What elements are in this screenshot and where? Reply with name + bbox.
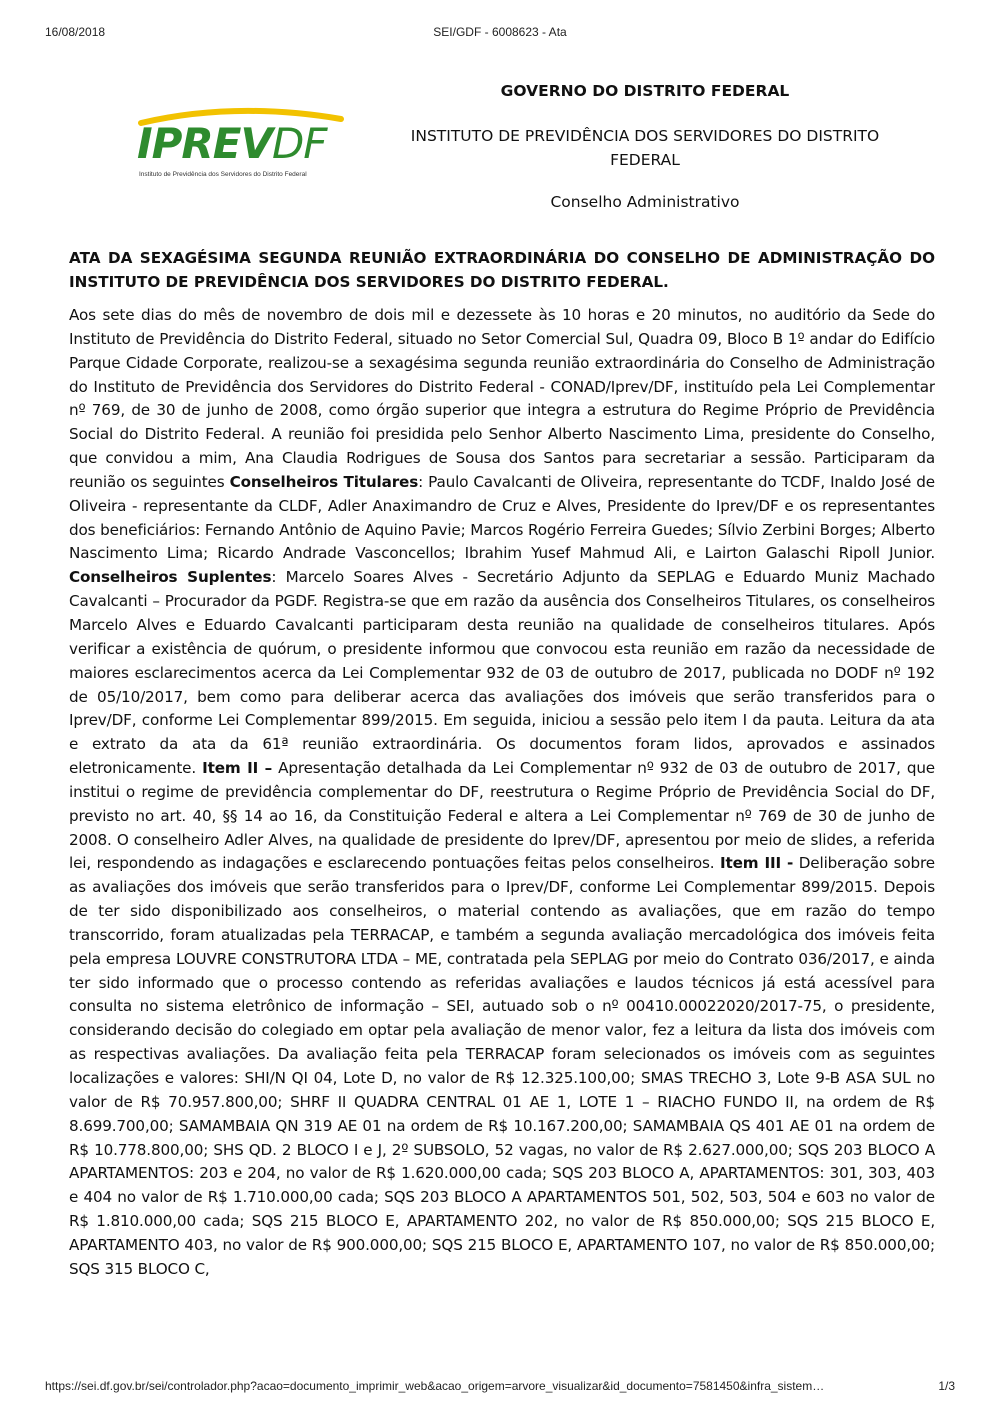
council-heading: Conselho Administrativo bbox=[550, 193, 740, 211]
document-title: ATA DA SEXAGÉSIMA SEGUNDA REUNIÃO EXTRAORDINÁRIA DO CONSELHO DE ADMINISTRAÇÃO DO INSTITUTO DE PREVIDÊNCIA DOS SERVIDORES DO DISTRITO FEDERAL. bbox=[69, 249, 935, 291]
print-page-title: SEI/GDF - 6008623 - Ata bbox=[433, 25, 567, 39]
body-text: : Paulo Cavalcanti de Oliveira, representante do TCDF, Inaldo José de Oliveira - representante da CLDF, Adler Anaximandro de Cruz e Alves, Presidente do Iprev/DF e os representantes dos beneficiários: Fernando Antônio de Aquino Pavie; Marcos Rogério Ferreira Guedes; Sílvio Zerbini Borges; Alberto Nascimento Lima; Ricardo Andrade Vasconcellos; Ibrahim Yusef Mahmud Ali, e Lairton Galaschi Ripoll Junior. bbox=[69, 472, 935, 563]
body-text: Aos sete dias do mês de novembro de dois mil e dezessete às 10 horas e 20 minutos, no auditório da Sede do Instituto de Previdência do Distrito Federal, situado no Setor Comercial Sul, Quadra 09, Bloco B 1º andar do Edifício Parque Cidade Corporate, realizou-se a sexagésima segunda reunião extraordinária do Conselho de Administração do Instituto de Previdência dos Servidores do Distrito Federal - CONAD/Iprev/DF, instituído pela Lei Complementar nº 769, de 30 de junho de 2008, como órgão superior que integra a estrutura do Regime Próprio de Previdência Social do Distrito Federal. A reunião foi presidida pelo Senhor Alberto Nascimento Lima, presidente do Conselho, que convidou a mim, Ana Claudia Rodrigues de Sousa dos Santos para secretariar a sessão. Participaram da reunião os seguintes bbox=[69, 306, 935, 491]
logo-wordmark bbox=[137, 119, 326, 168]
print-date: 16/08/2018 bbox=[45, 25, 106, 39]
body-text: Apresentação detalhada da Lei Complementar nº 932 de 03 de outubro de 2017, que institui o regime de previdência complementar do DF, reestrutura o Regime Próprio de Previdência Social do DF, previsto no art. 40, §§ 14 ao 16, da Constituição Federal e altera a Lei Complementar nº 769 de 30 de junho de 2008. O conselheiro Adler Alves, na qualidade de presidente do Iprev/DF, apresentou por meio de slides, a referida lei, respondendo as indagações e esclarecendo pontuações feitas pelos conselheiros. bbox=[69, 759, 935, 873]
logo-brand-main: IPREV bbox=[137, 119, 272, 168]
page-number: 1/3 bbox=[938, 1379, 955, 1393]
print-url: https://sei.df.gov.br/sei/controlador.php?acao=documento_imprimir_web&acao_origem=arvore_visualizar&id_documento=7581450&infra_sistem… bbox=[45, 1379, 825, 1393]
bold-label: Item II – bbox=[202, 759, 273, 778]
print-footer bbox=[0, 1379, 1000, 1395]
document-body bbox=[69, 304, 935, 1364]
body-text: : Marcelo Soares Alves - Secretário Adjunto da SEPLAG e Eduardo Muniz Machado Cavalcanti – Procurador da PGDF. Registra-se que em razão da ausência dos Conselheiros Titulares, os conselheiros Marcelo Alves e Eduardo Cavalcanti participaram desta reunião na qualidade de conselheiros titulares. Após verificar a existência de quórum, o presidente informou que convocou esta reunião em razão da necessidade de maiores esclarecimentos acerca da Lei Complementar 932 de 03 de outubro de 2017, publicada no DODF nº 192 de 05/10/2017, bem como para deliberar acerca das avaliações dos imóveis que serão transferidos para o Iprev/DF, conforme Lei Complementar 899/2015. Em seguida, iniciou a sessão pelo item I da pauta. Leitura da ata e extrato da ata da 61ª reunião extraordinária. Os documentos foram lidos, aprovados e assinados eletronicamente. bbox=[69, 568, 935, 778]
iprev-df-logo bbox=[135, 105, 350, 185]
logo-subtitle: Instituto de Previdência dos Servidores do Distrito Federal bbox=[139, 171, 307, 178]
government-heading: GOVERNO DO DISTRITO FEDERAL bbox=[500, 82, 790, 100]
print-header bbox=[0, 25, 1000, 41]
logo-brand-df: DF bbox=[271, 119, 327, 168]
bold-label: Conselheiros Suplentes bbox=[69, 568, 272, 587]
body-text: Deliberação sobre as avaliações dos imóveis que serão transferidos para o Iprev/DF, conforme Lei Complementar 899/2015. Depois de ter sido disponibilizado aos conselheiros, o material contendo as avaliações, que em razão do tempo transcorrido, foram atualizadas pela TERRACAP, e também a segunda avaliação mercadológica dos imóveis feita pela empresa LOUVRE CONSTRUTORA LTDA – ME, contratada pela SEPLAG por meio do Contrato 036/2017, e ainda ter sido informado que o processo contendo as referidas avaliações e laudos técnicos já está acessível para consulta no sistema eletrônico de informação – SEI, autuado sob o nº 00410.00022020/2017-75, o presidente, considerando decisão do colegiado em optar pela avaliação de menor valor, fez a leitura da lista dos imóveis com as respectivas avaliações. Da avaliação feita pela TERRACAP foram selecionados os imóveis com as seguintes localizações e valores: SHI/N QI 04, Lote D, no valor de R$ 12.325.100,00; SMAS TRECHO 3, Lote 9-B ASA SUL no valor de R$ 70.957.800,00; SHRF II QUADRA CENTRAL 01 AE 1, LOTE 1 – RIACHO FUNDO II, na ordem de R$ 8.699.700,00; SAMAMBAIA QN 319 AE 01 na ordem de R$ 10.167.200,00; SAMAMBAIA QS 401 AE 01 na ordem de R$ 10.778.800,00; SHS QD. 2 BLOCO I e J, 2º SUBSOLO, 52 vagas, no valor de R$ 2.627.000,00; SQS 203 BLOCO A APARTAMENTOS: 203 e 204, no valor de R$ 1.620.000,00 cada; SQS 203 BLOCO A, APARTAMENTOS: 301, 303, 403 e 404 no valor de R$ 1.710.000,00 cada; SQS 203 BLOCO A APARTAMENTOS 501, 502, 503, 504 e 603 no valor de R$ 1.810.000,00 cada; SQS 215 BLOCO E, APARTAMENTO 202, no valor de R$ 850.000,00; SQS 215 BLOCO E, APARTAMENTO 403, no valor de R$ 900.000,00; SQS 215 BLOCO E, APARTAMENTO 107, no valor de R$ 850.000,00; SQS 315 BLOCO C, bbox=[69, 854, 935, 1278]
bold-label: Conselheiros Titulares bbox=[229, 472, 419, 491]
bold-label: Item III - bbox=[720, 854, 794, 873]
institute-heading: INSTITUTO DE PREVIDÊNCIA DOS SERVIDORES DO DISTRITO FEDERAL bbox=[410, 127, 880, 169]
